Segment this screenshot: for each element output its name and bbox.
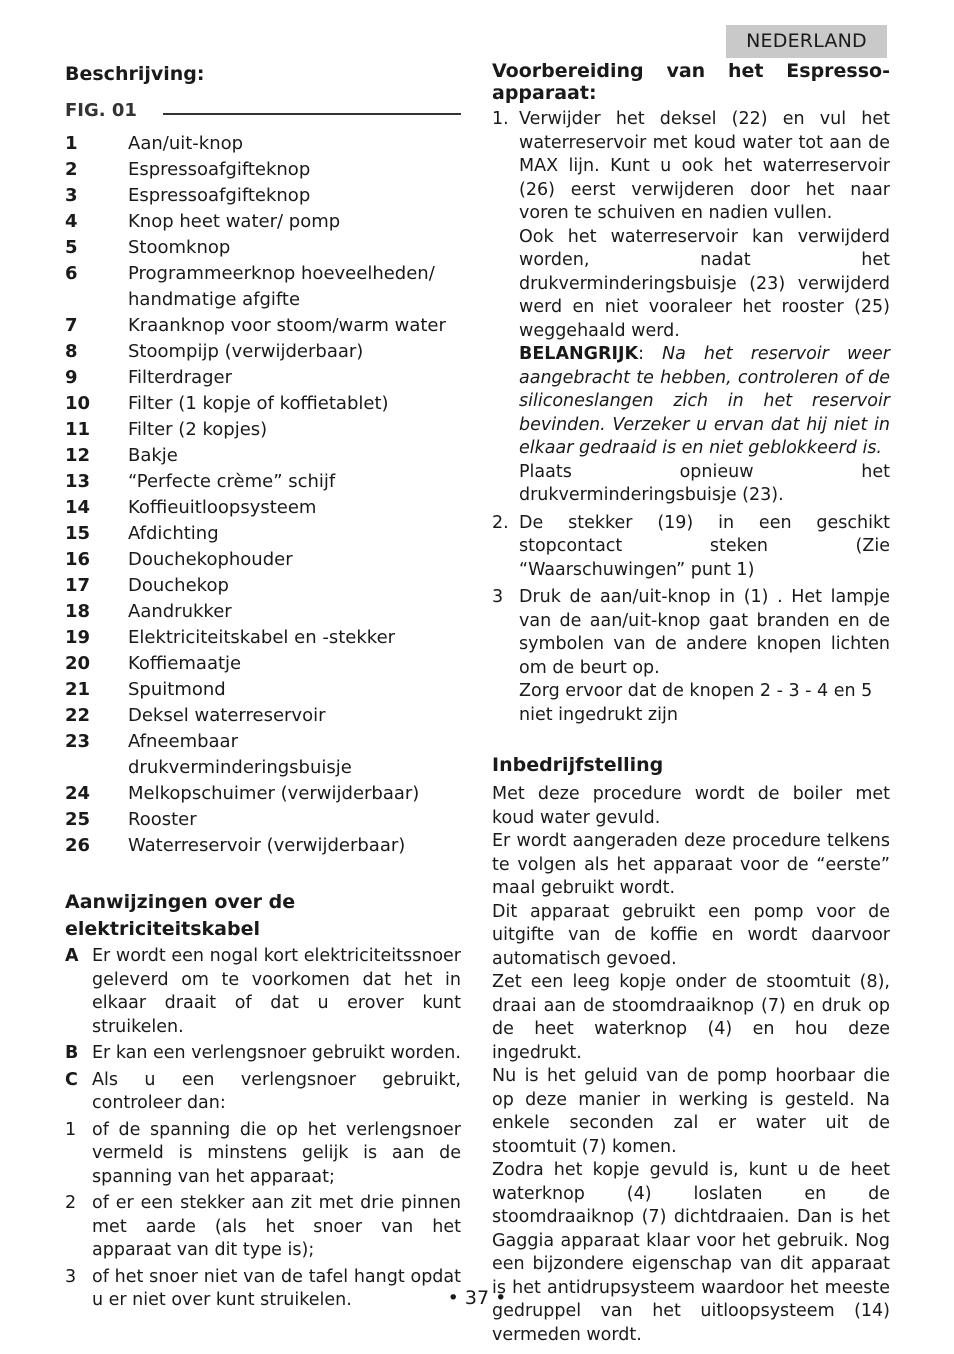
item-text: of de spanning die op het verlengsnoer vermeld is minstens gelijk is aan de spanning van het apparaat;	[92, 1119, 461, 1187]
part-item	[65, 651, 461, 677]
item-text: Er kan een verlengsnoer gebruikt worden.	[92, 1043, 461, 1063]
right-column	[492, 60, 890, 1347]
part-number: 25	[65, 809, 91, 830]
startup-paragraph: Er wordt aangeraden deze procedure telkens te volgen als het apparaat voor de “eerste” maal gebruikt wordt.	[492, 831, 890, 898]
part-number: 17	[65, 575, 91, 596]
left-column	[65, 60, 461, 1313]
item-text: Er wordt een nogal kort elektriciteitssnoer geleverd om te voorkomen dat het in elkaar draait of dat u erover kunt struikelen.	[92, 946, 461, 1037]
part-number: 23	[65, 731, 91, 752]
part-name: Aandrukker	[128, 601, 232, 622]
step-number: 2.	[492, 512, 509, 533]
part-item	[65, 547, 461, 573]
part-name: “Perfecte crème” schijf	[128, 471, 336, 492]
part-number: 4	[65, 211, 78, 232]
part-number: 15	[65, 523, 91, 544]
item-key: A	[65, 946, 79, 966]
startup-paragraph: Met deze procedure wordt de boiler met koud water gevuld.	[492, 784, 890, 828]
part-number: 13	[65, 471, 91, 492]
part-name: Filterdrager	[128, 367, 233, 388]
part-item	[65, 365, 461, 391]
item-text: of er een stekker aan zit met drie pinnen met aarde (als het snoer van het apparaat van dit type is);	[92, 1193, 461, 1260]
step-1	[492, 108, 890, 508]
cable-instructions-list	[65, 945, 461, 1313]
part-name: Koffiemaatje	[128, 653, 242, 674]
part-item	[65, 781, 461, 807]
startup-text	[492, 783, 890, 1347]
startup-paragraph: Zet een leeg kopje onder de stoomtuit (8), draai aan de stoomdraaiknop (7) en druk op de heet waterknop (4) en hou deze ingedrukt.	[492, 972, 890, 1063]
item-key: 1	[65, 1119, 77, 1140]
part-name: Koffieuitloopsysteem	[128, 497, 317, 518]
important-label: BELANGRIJK	[519, 344, 639, 364]
language-tab: NEDERLAND	[726, 25, 887, 58]
cable-title-line2: elektriciteitskabel	[65, 918, 260, 940]
part-number: 10	[65, 393, 91, 414]
startup-paragraph: Nu is het geluid van de pomp hoorbaar die op deze manier in werking is gesteld. Na enkele seconden zal er water uit de stoomtuit (7) komen.	[492, 1066, 890, 1157]
part-item	[65, 417, 461, 443]
part-item	[65, 183, 461, 209]
part-name: Deksel waterreservoir	[128, 705, 326, 726]
part-number: 11	[65, 419, 91, 440]
figure-label: FIG. 01	[65, 100, 137, 121]
item-key: 3	[65, 1266, 77, 1287]
startup-paragraph: Zodra het kopje gevuld is, kunt u de heet waterknop (4) loslaten en de stoomdraaiknop (7) dichtdraaien. Dan is het Gaggia apparaat klaar voor het gebruik. Nog een bijzondere eigenschap van dit apparaat is het antidrupsysteem waardoor het meeste gedruppel van het uitloopsysteem (14) vermeden wordt.	[492, 1160, 890, 1345]
cable-instruction-item	[65, 945, 461, 1039]
part-name: Filter (1 kopje of koffietablet)	[128, 393, 389, 414]
cable-section-title	[65, 889, 461, 943]
part-name: Kraanknop voor stoom/warm water	[128, 315, 446, 336]
part-item	[65, 469, 461, 495]
part-item	[65, 443, 461, 469]
part-number: 16	[65, 549, 91, 570]
step-text: Zorg ervoor dat de knopen 2 - 3 - 4 en 5 niet ingedrukt zijn	[519, 681, 873, 725]
part-name: Afdichting	[128, 523, 219, 544]
step-text: Druk de aan/uit-knop in (1) . Het lampje van de aan/uit-knop gaat branden en de symbolen van de andere knopen lichten om de beurt op.	[519, 587, 890, 678]
part-name: Knop heet water/ pomp	[128, 211, 341, 232]
step-text: Ook het waterreservoir kan verwijderd worden, nadat het drukverminderingsbuisje (23) verwijderd werd en niet vooraleer het rooster (25) weggehaald werd.	[519, 226, 890, 341]
part-item	[65, 313, 461, 339]
part-item	[65, 599, 461, 625]
cable-instruction-item	[65, 1119, 461, 1190]
step-text: Plaats opnieuw het drukverminderingsbuisje (23).	[519, 461, 890, 505]
item-key: C	[65, 1069, 78, 1090]
cable-instruction-item	[65, 1069, 461, 1116]
important-note	[519, 343, 890, 461]
cable-title-line1: Aanwijzingen over de	[65, 891, 296, 913]
step-3	[492, 586, 890, 727]
part-item	[65, 625, 461, 651]
step-2	[492, 512, 890, 583]
part-number: 9	[65, 367, 78, 388]
part-number: 19	[65, 627, 91, 648]
startup-title: Inbedrijfstelling	[492, 754, 664, 776]
item-text: of het snoer niet van de tafel hangt opdat u er niet over kunt struikelen.	[92, 1266, 461, 1310]
part-number: 22	[65, 705, 91, 726]
part-item	[65, 521, 461, 547]
part-name: Melkopschuimer (verwijderbaar)	[128, 783, 420, 804]
preparation-steps	[492, 108, 890, 727]
part-item	[65, 339, 461, 365]
part-item	[65, 573, 461, 599]
part-number: 20	[65, 653, 91, 674]
parts-list	[65, 131, 461, 859]
description-title: Beschrijving:	[65, 63, 205, 85]
part-name: Waterreservoir (verwijderbaar)	[128, 835, 406, 856]
part-name: Programmeerknop hoeveelheden/ handmatige afgifte	[128, 263, 435, 310]
part-number: 14	[65, 497, 91, 518]
part-item	[65, 495, 461, 521]
item-key: B	[65, 1043, 79, 1063]
part-item	[65, 235, 461, 261]
item-key: 2	[65, 1193, 77, 1213]
part-number: 6	[65, 263, 78, 284]
page-number: • 37 •	[447, 1287, 507, 1309]
item-text: Als u een verlengsnoer gebruikt, controleer dan:	[92, 1069, 461, 1113]
part-number: 21	[65, 679, 91, 700]
part-name: Elektriciteitskabel en -stekker	[128, 627, 396, 648]
step-text: Verwijder het deksel (22) en vul het waterreservoir met koud water tot aan de MAX lijn. Kunt u ook het waterreservoir (26) eerst verwijderen door het naar voren te schuiven en nadien vullen.	[519, 109, 890, 223]
part-number: 1	[65, 133, 78, 154]
part-item	[65, 729, 461, 781]
startup-paragraph: Dit apparaat gebruikt een pomp voor de uitgifte van de koffie en wordt daarvoor automatisch gevoed.	[492, 901, 890, 969]
part-number: 5	[65, 237, 78, 258]
preparation-title: Voorbereiding van het Espresso-apparaat:	[492, 60, 890, 104]
cable-instruction-item	[65, 1192, 461, 1263]
part-number: 7	[65, 315, 78, 336]
cable-instruction-item	[65, 1042, 461, 1066]
part-name: Douchekop	[128, 575, 229, 596]
part-item	[65, 807, 461, 833]
part-item	[65, 157, 461, 183]
part-number: 8	[65, 341, 78, 362]
part-name: Bakje	[128, 445, 178, 466]
part-item	[65, 391, 461, 417]
part-name: Filter (2 kopjes)	[128, 419, 268, 440]
part-number: 26	[65, 835, 91, 856]
part-name: Stoomknop	[128, 237, 231, 258]
part-name: Afneembaar drukverminderingsbuisje	[128, 731, 352, 778]
step-text: De stekker (19) in een geschikt stopcontact steken (Zie “Waarschuwingen” punt 1)	[519, 512, 890, 580]
part-number: 12	[65, 445, 91, 466]
part-item	[65, 131, 461, 157]
part-number: 18	[65, 601, 91, 622]
part-name: Aan/uit-knop	[128, 133, 244, 154]
part-item	[65, 209, 461, 235]
part-number: 3	[65, 185, 78, 206]
figure-label-row	[65, 100, 461, 121]
part-name: Stoompijp (verwijderbaar)	[128, 341, 364, 362]
part-name: Espressoafgifteknop	[128, 159, 311, 180]
part-item	[65, 261, 461, 313]
step-number: 1.	[492, 109, 509, 129]
figure-rule	[163, 113, 461, 115]
step-number: 3	[492, 587, 504, 607]
part-name: Spuitmond	[128, 679, 226, 700]
part-number: 24	[65, 783, 91, 804]
important-text: Na het reservoir weer aangebracht te hebben, controleren of de siliconeslangen zich in het reservoir bevinden. Verzeker u ervan dat hij niet in elkaar gedraaid is en niet geblokkeerd is.	[519, 344, 890, 458]
important-colon: :	[638, 344, 663, 364]
part-name: Douchekophouder	[128, 549, 293, 570]
part-number: 2	[65, 159, 78, 180]
part-name: Espressoafgifteknop	[128, 185, 311, 206]
part-item	[65, 677, 461, 703]
part-item	[65, 703, 461, 729]
part-name: Rooster	[128, 809, 197, 830]
part-item	[65, 833, 461, 859]
